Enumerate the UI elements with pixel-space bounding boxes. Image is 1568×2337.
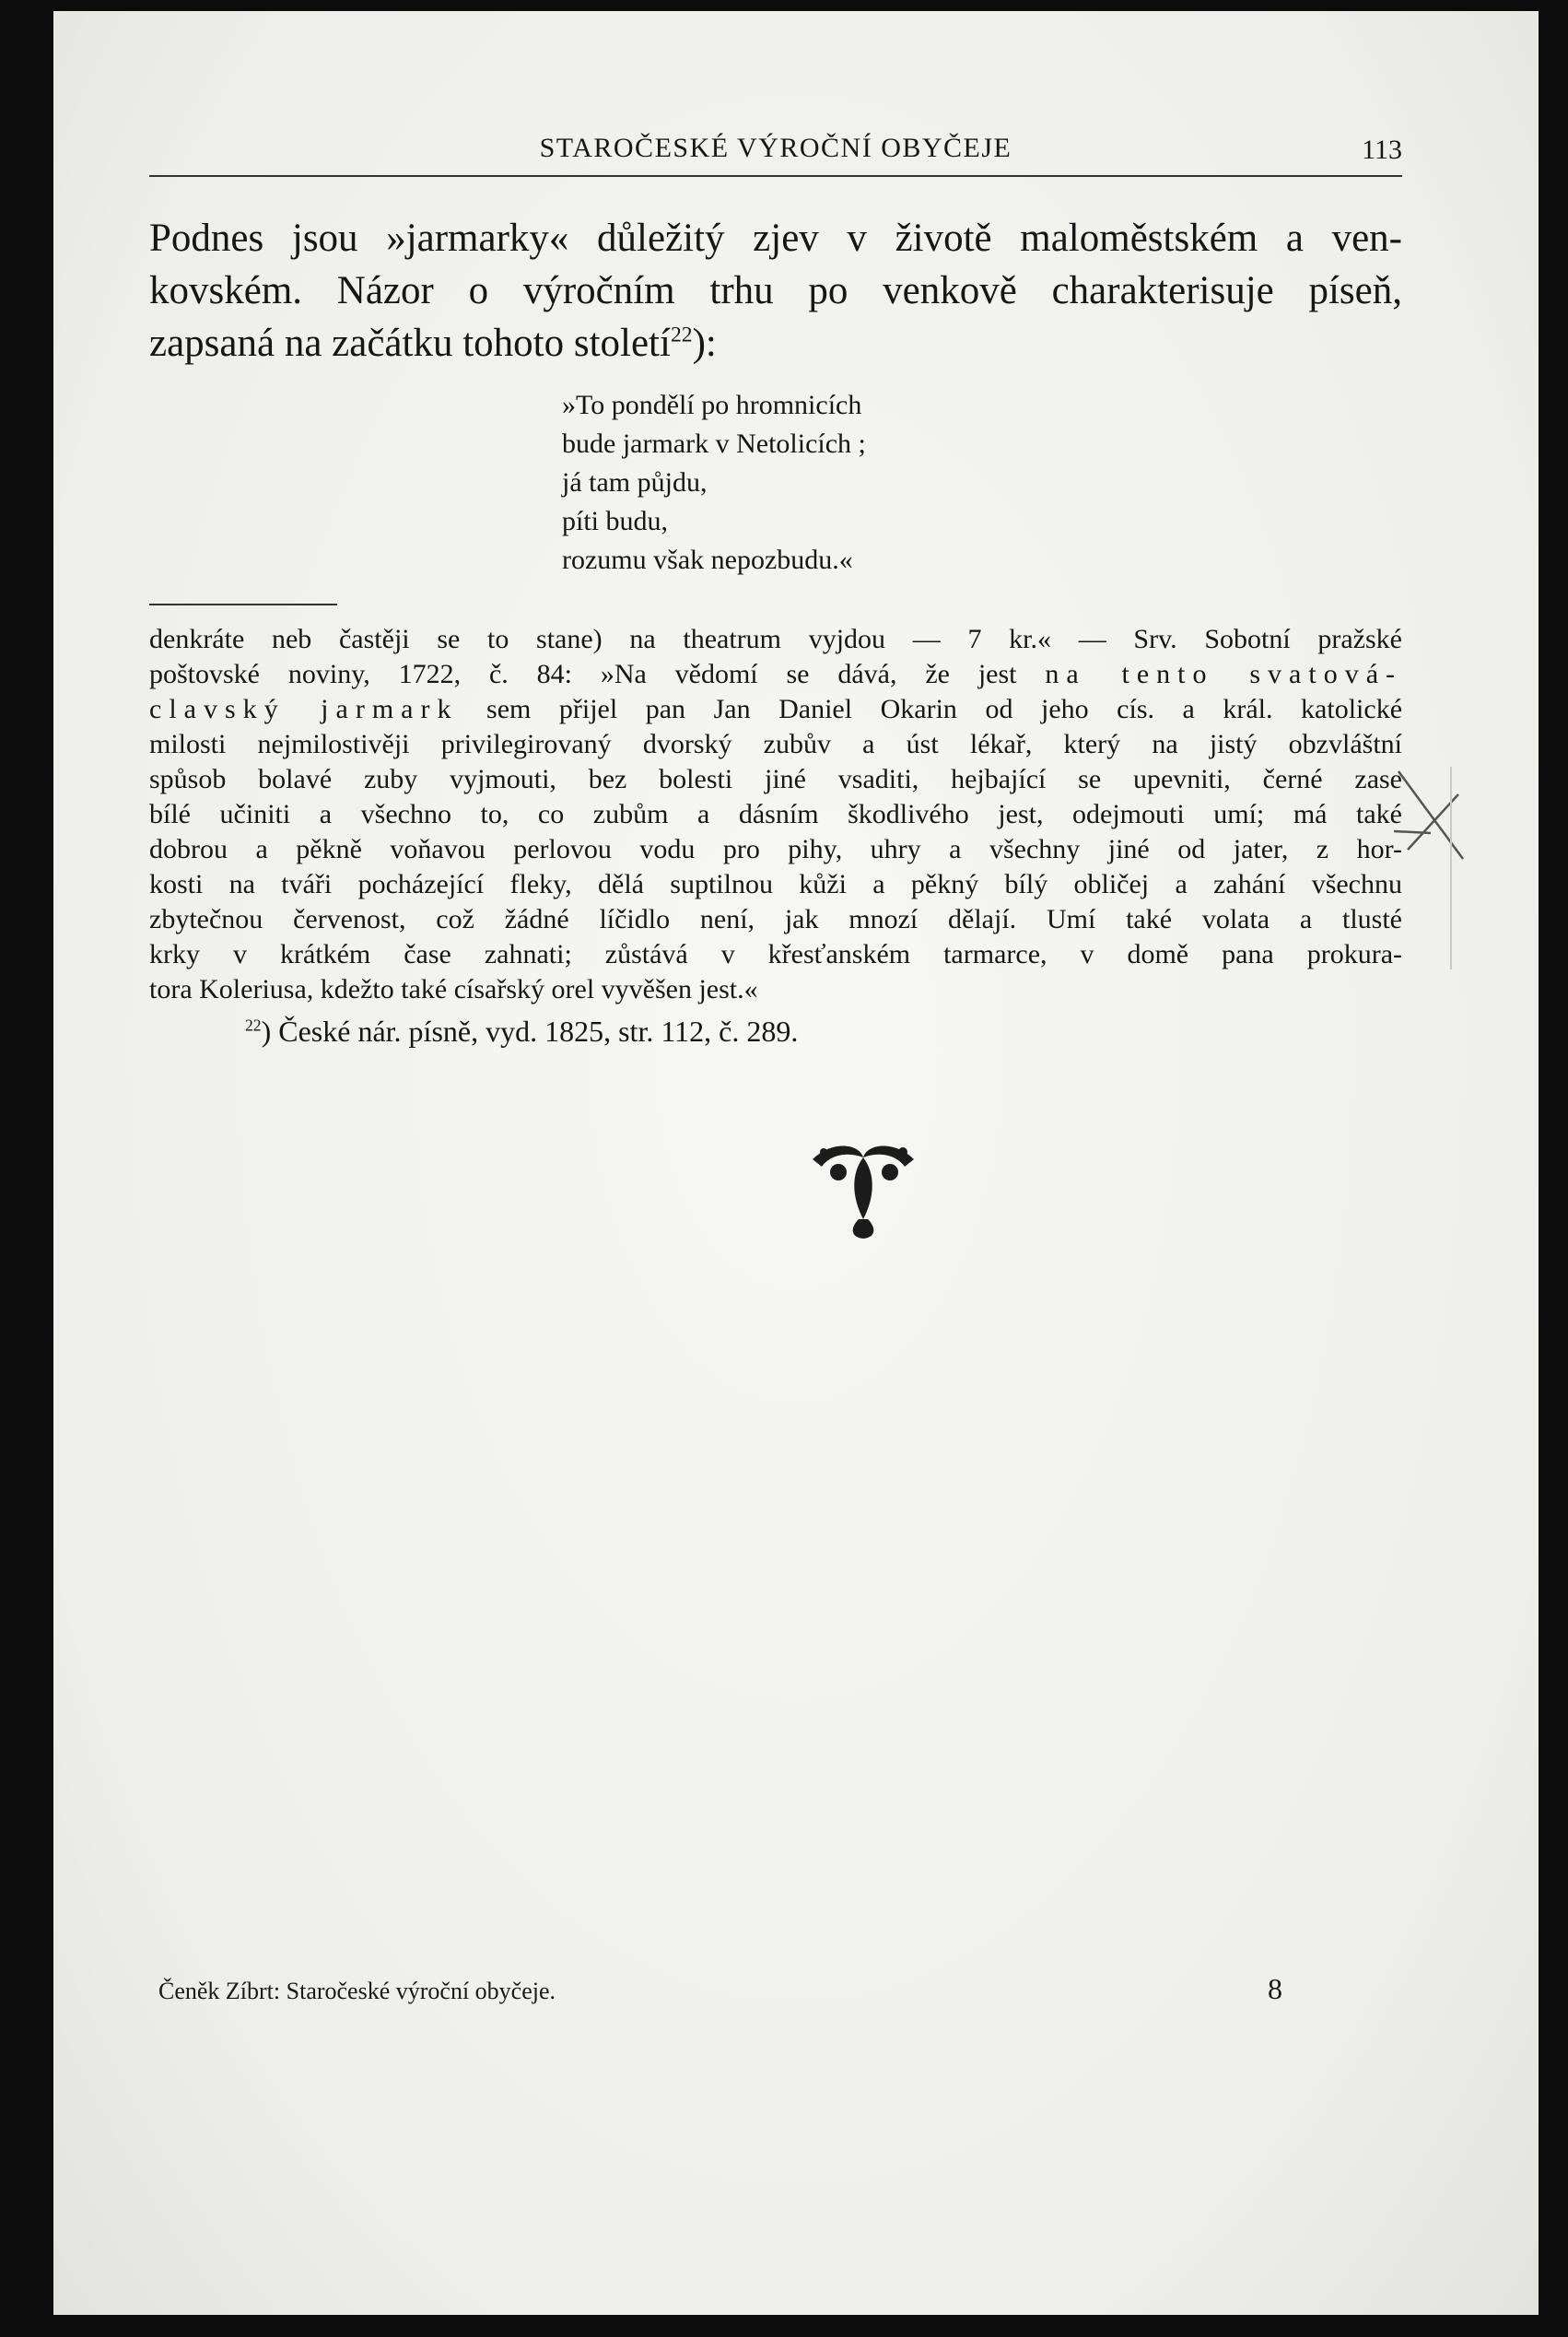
footnote-continuation bbox=[149, 622, 1402, 1007]
book-page bbox=[53, 11, 1539, 2315]
footnote-line-2 bbox=[149, 657, 1402, 692]
fleuron-ornament-icon bbox=[794, 1132, 932, 1242]
footnote-spaced-1: na tento svatová- bbox=[1045, 659, 1403, 689]
verse-1: »To pondělí po hromnicích bbox=[562, 390, 862, 420]
footnote-ref-22: 22 bbox=[670, 323, 693, 347]
page-number: 113 bbox=[1362, 135, 1402, 165]
page-content bbox=[149, 131, 1402, 1050]
pencil-mark-icon bbox=[1389, 767, 1472, 868]
footnote-line-6: bílé učiniti a všechno to, co zubům a dásním škodlivého jest, odejmouti umí; má také bbox=[149, 799, 1402, 829]
footnote-line-8: kosti na tváři pocházející fleky, dělá suptilnou kůži a pěkný bílý obličej a zahání všechnu bbox=[149, 869, 1402, 899]
scan-edge-artifact bbox=[1450, 767, 1452, 969]
footnote-rule bbox=[149, 604, 337, 605]
body-line-3 bbox=[149, 317, 1402, 370]
verse-2: bude jarmark v Netolicích ; bbox=[562, 429, 866, 459]
footnote-line-10: krky v krátkém čase zahnati; zůstává v křesťanském tarmarce, v domě pana prokura- bbox=[149, 939, 1402, 969]
footnote-line-9: zbytečnou červenost, což žádné líčidlo není, jak mnozí dělají. Umí také volata a tlusté bbox=[149, 904, 1402, 934]
footnote-line-3-text: sem přijel pan Jan Daniel Okarin od jeho cís. a král. katolické bbox=[486, 694, 1403, 724]
running-head bbox=[149, 131, 1402, 177]
body-line-1: Podnes jsou »jarmarky« důležitý zjev v životě maloměstském a ven- bbox=[149, 217, 1402, 260]
footnote-line-3 bbox=[149, 692, 1402, 727]
footer-author-work: Čeněk Zíbrt: Staročeské výroční obyčeje. bbox=[158, 1978, 556, 2004]
folk-song-quote bbox=[562, 386, 1402, 580]
running-title: STAROČESKÉ VÝROČNÍ OBYČEJE bbox=[539, 133, 1012, 163]
footnote-line-4: milosti nejmilostivěji privilegirovaný dvorský zubův a úst lékař, který na jistý obzvláštní bbox=[149, 729, 1402, 759]
footer-signature: 8 bbox=[1268, 1972, 1282, 2005]
footnote-spaced-2: clavský jarmark bbox=[149, 694, 459, 724]
footnote-line-5: spůsob bolavé zuby vyjmouti, bez bolesti jiné vsaditi, hejbající se upevniti, černé zase bbox=[149, 764, 1402, 794]
verse-3: já tam půjdu, bbox=[562, 467, 708, 498]
footnote-line-2-text: poštovské noviny, 1722, č. 84: »Na vědomí se dává, že jest bbox=[149, 659, 1017, 689]
footnote-line-7: dobrou a pěkně voňavou perlovou vodu pro pihy, uhry a všechny jiné od jater, z hor- bbox=[149, 834, 1402, 864]
body-paragraph bbox=[149, 212, 1402, 370]
footnote-line-11: tora Koleriusa, kdežto také císařský orel vyvěšen jest.« bbox=[149, 974, 758, 1004]
verse-4: píti budu, bbox=[562, 506, 669, 536]
footnote-22 bbox=[245, 1013, 1402, 1050]
body-line-3-end: ): bbox=[692, 322, 717, 365]
body-line-2: kovském. Názor o výročním trhu po venkově charakterisuje píseň, bbox=[149, 269, 1402, 312]
footnote-line-1: denkráte neb častěji se to stane) na theatrum vyjdou — 7 kr.« — Srv. Sobotní pražské bbox=[149, 624, 1402, 654]
verse-5: rozumu však nepozbudu.« bbox=[562, 545, 853, 575]
body-line-3-text: zapsaná na začátku tohoto století bbox=[149, 322, 671, 365]
footnote-22-text: ) České nár. písně, vyd. 1825, str. 112, č. 289. bbox=[261, 1015, 799, 1048]
footnote-22-marker: 22 bbox=[245, 1016, 262, 1035]
